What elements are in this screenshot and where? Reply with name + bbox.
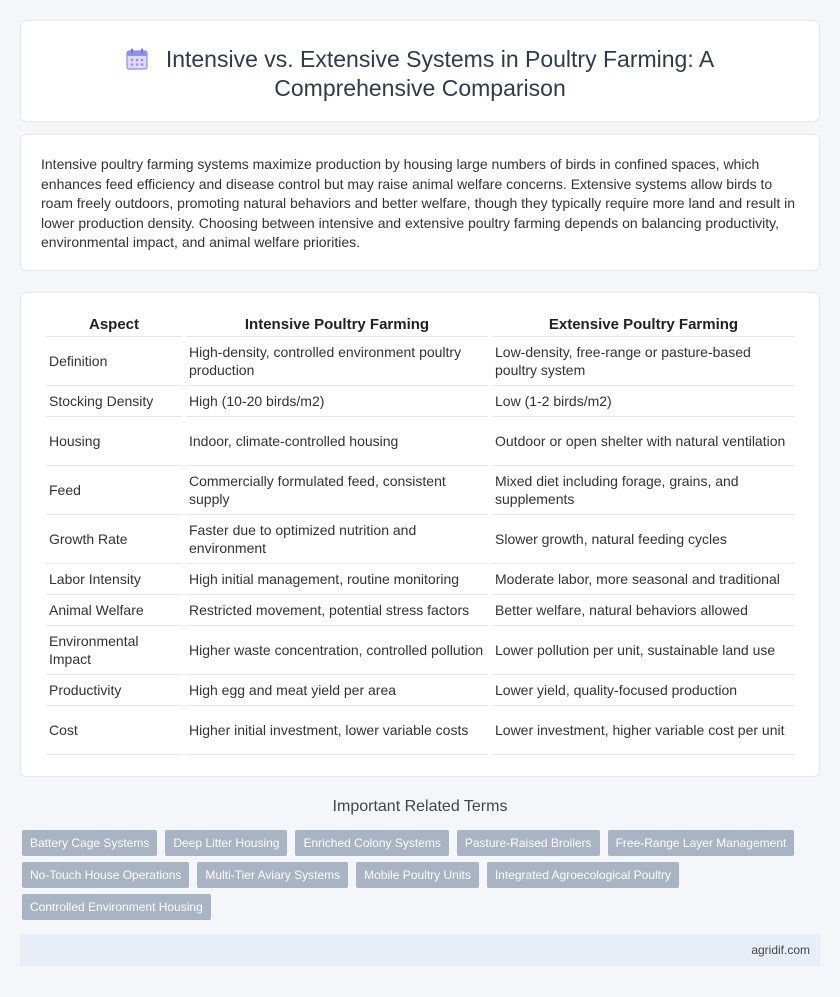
- cell-extensive: Outdoor or open shelter with natural ventilation: [492, 417, 795, 466]
- table-row: [46, 706, 795, 755]
- cell-aspect: Labor Intensity: [46, 564, 182, 595]
- table-row: [46, 337, 795, 386]
- intro-card: [20, 134, 820, 271]
- header-extensive: Extensive Poultry Farming: [492, 315, 795, 337]
- related-terms-title: Important Related Terms: [332, 798, 508, 815]
- table-row: [46, 564, 795, 595]
- cell-intensive: Restricted movement, potential stress factors: [186, 595, 488, 626]
- intro-paragraph: Intensive poultry farming systems maximize production by housing large numbers of birds in confined spaces, which enhances feed efficiency and disease control but may raise animal welfare concerns. Extensive systems allow birds to roam freely outdoors, promoting natural behaviors and better welfare, though they typically require more land and result in lower production density. Choosing between intensive and extensive poultry farming depends on balancing productivity, environmental impact, and animal welfare priorities.: [41, 156, 796, 250]
- footer: [20, 934, 820, 966]
- cell-aspect: Stocking Density: [46, 386, 182, 417]
- comparison-table: [42, 315, 799, 755]
- cell-intensive: Commercially formulated feed, consistent supply: [186, 466, 488, 515]
- related-term-tag[interactable]: Free-Range Layer Management: [608, 830, 795, 856]
- page-title: [61, 45, 779, 103]
- table-row: [46, 515, 795, 564]
- calendar-icon: [126, 48, 148, 70]
- related-terms-list: [22, 830, 822, 920]
- cell-intensive: High initial management, routine monitoring: [186, 564, 488, 595]
- related-term-tag[interactable]: Enriched Colony Systems: [295, 830, 448, 856]
- related-term-tag[interactable]: Controlled Environment Housing: [22, 894, 211, 920]
- comparison-card: [20, 292, 820, 777]
- cell-aspect: Productivity: [46, 675, 182, 706]
- cell-aspect: Animal Welfare: [46, 595, 182, 626]
- cell-intensive: Faster due to optimized nutrition and environment: [186, 515, 488, 564]
- cell-intensive: High egg and meat yield per area: [186, 675, 488, 706]
- cell-intensive: Higher waste concentration, controlled pollution: [186, 626, 488, 675]
- table-row: [46, 675, 795, 706]
- table-header-row: [46, 315, 795, 337]
- related-term-tag[interactable]: Mobile Poultry Units: [356, 862, 479, 888]
- related-term-tag[interactable]: Battery Cage Systems: [22, 830, 157, 856]
- cell-extensive: Low (1-2 birds/m2): [492, 386, 795, 417]
- cell-intensive: High-density, controlled environment poultry production: [186, 337, 488, 386]
- cell-aspect: Feed: [46, 466, 182, 515]
- cell-extensive: Lower yield, quality-focused production: [492, 675, 795, 706]
- cell-aspect: Environmental Impact: [46, 626, 182, 675]
- cell-extensive: Moderate labor, more seasonal and traditional: [492, 564, 795, 595]
- related-term-tag[interactable]: Integrated Agroecological Poultry: [487, 862, 679, 888]
- cell-aspect: Cost: [46, 706, 182, 755]
- cell-extensive: Mixed diet including forage, grains, and supplements: [492, 466, 795, 515]
- cell-aspect: Housing: [46, 417, 182, 466]
- cell-intensive: Higher initial investment, lower variable costs: [186, 706, 488, 755]
- table-row: [46, 595, 795, 626]
- cell-extensive: Lower investment, higher variable cost per unit: [492, 706, 795, 755]
- table-row: [46, 466, 795, 515]
- cell-extensive: Low-density, free-range or pasture-based poultry system: [492, 337, 795, 386]
- header-intensive: Intensive Poultry Farming: [186, 315, 488, 337]
- related-term-tag[interactable]: Pasture-Raised Broilers: [457, 830, 600, 856]
- cell-extensive: Slower growth, natural feeding cycles: [492, 515, 795, 564]
- cell-extensive: Better welfare, natural behaviors allowed: [492, 595, 795, 626]
- table-row: [46, 626, 795, 675]
- related-term-tag[interactable]: Multi-Tier Aviary Systems: [197, 862, 348, 888]
- cell-aspect: Definition: [46, 337, 182, 386]
- page-title-text: Intensive vs. Extensive Systems in Poultry Farming: A Comprehensive Comparison: [165, 46, 715, 101]
- footer-site-link[interactable]: agridif.com: [751, 943, 810, 957]
- title-wrap: [21, 45, 819, 103]
- cell-intensive: Indoor, climate-controlled housing: [186, 417, 488, 466]
- header-aspect: Aspect: [46, 315, 182, 337]
- cell-extensive: Lower pollution per unit, sustainable land use: [492, 626, 795, 675]
- table-row: [46, 386, 795, 417]
- table-row: [46, 417, 795, 466]
- cell-intensive: High (10-20 birds/m2): [186, 386, 488, 417]
- related-term-tag[interactable]: Deep Litter Housing: [165, 830, 287, 856]
- header-card: [20, 20, 820, 122]
- cell-aspect: Growth Rate: [46, 515, 182, 564]
- related-term-tag[interactable]: No-Touch House Operations: [22, 862, 189, 888]
